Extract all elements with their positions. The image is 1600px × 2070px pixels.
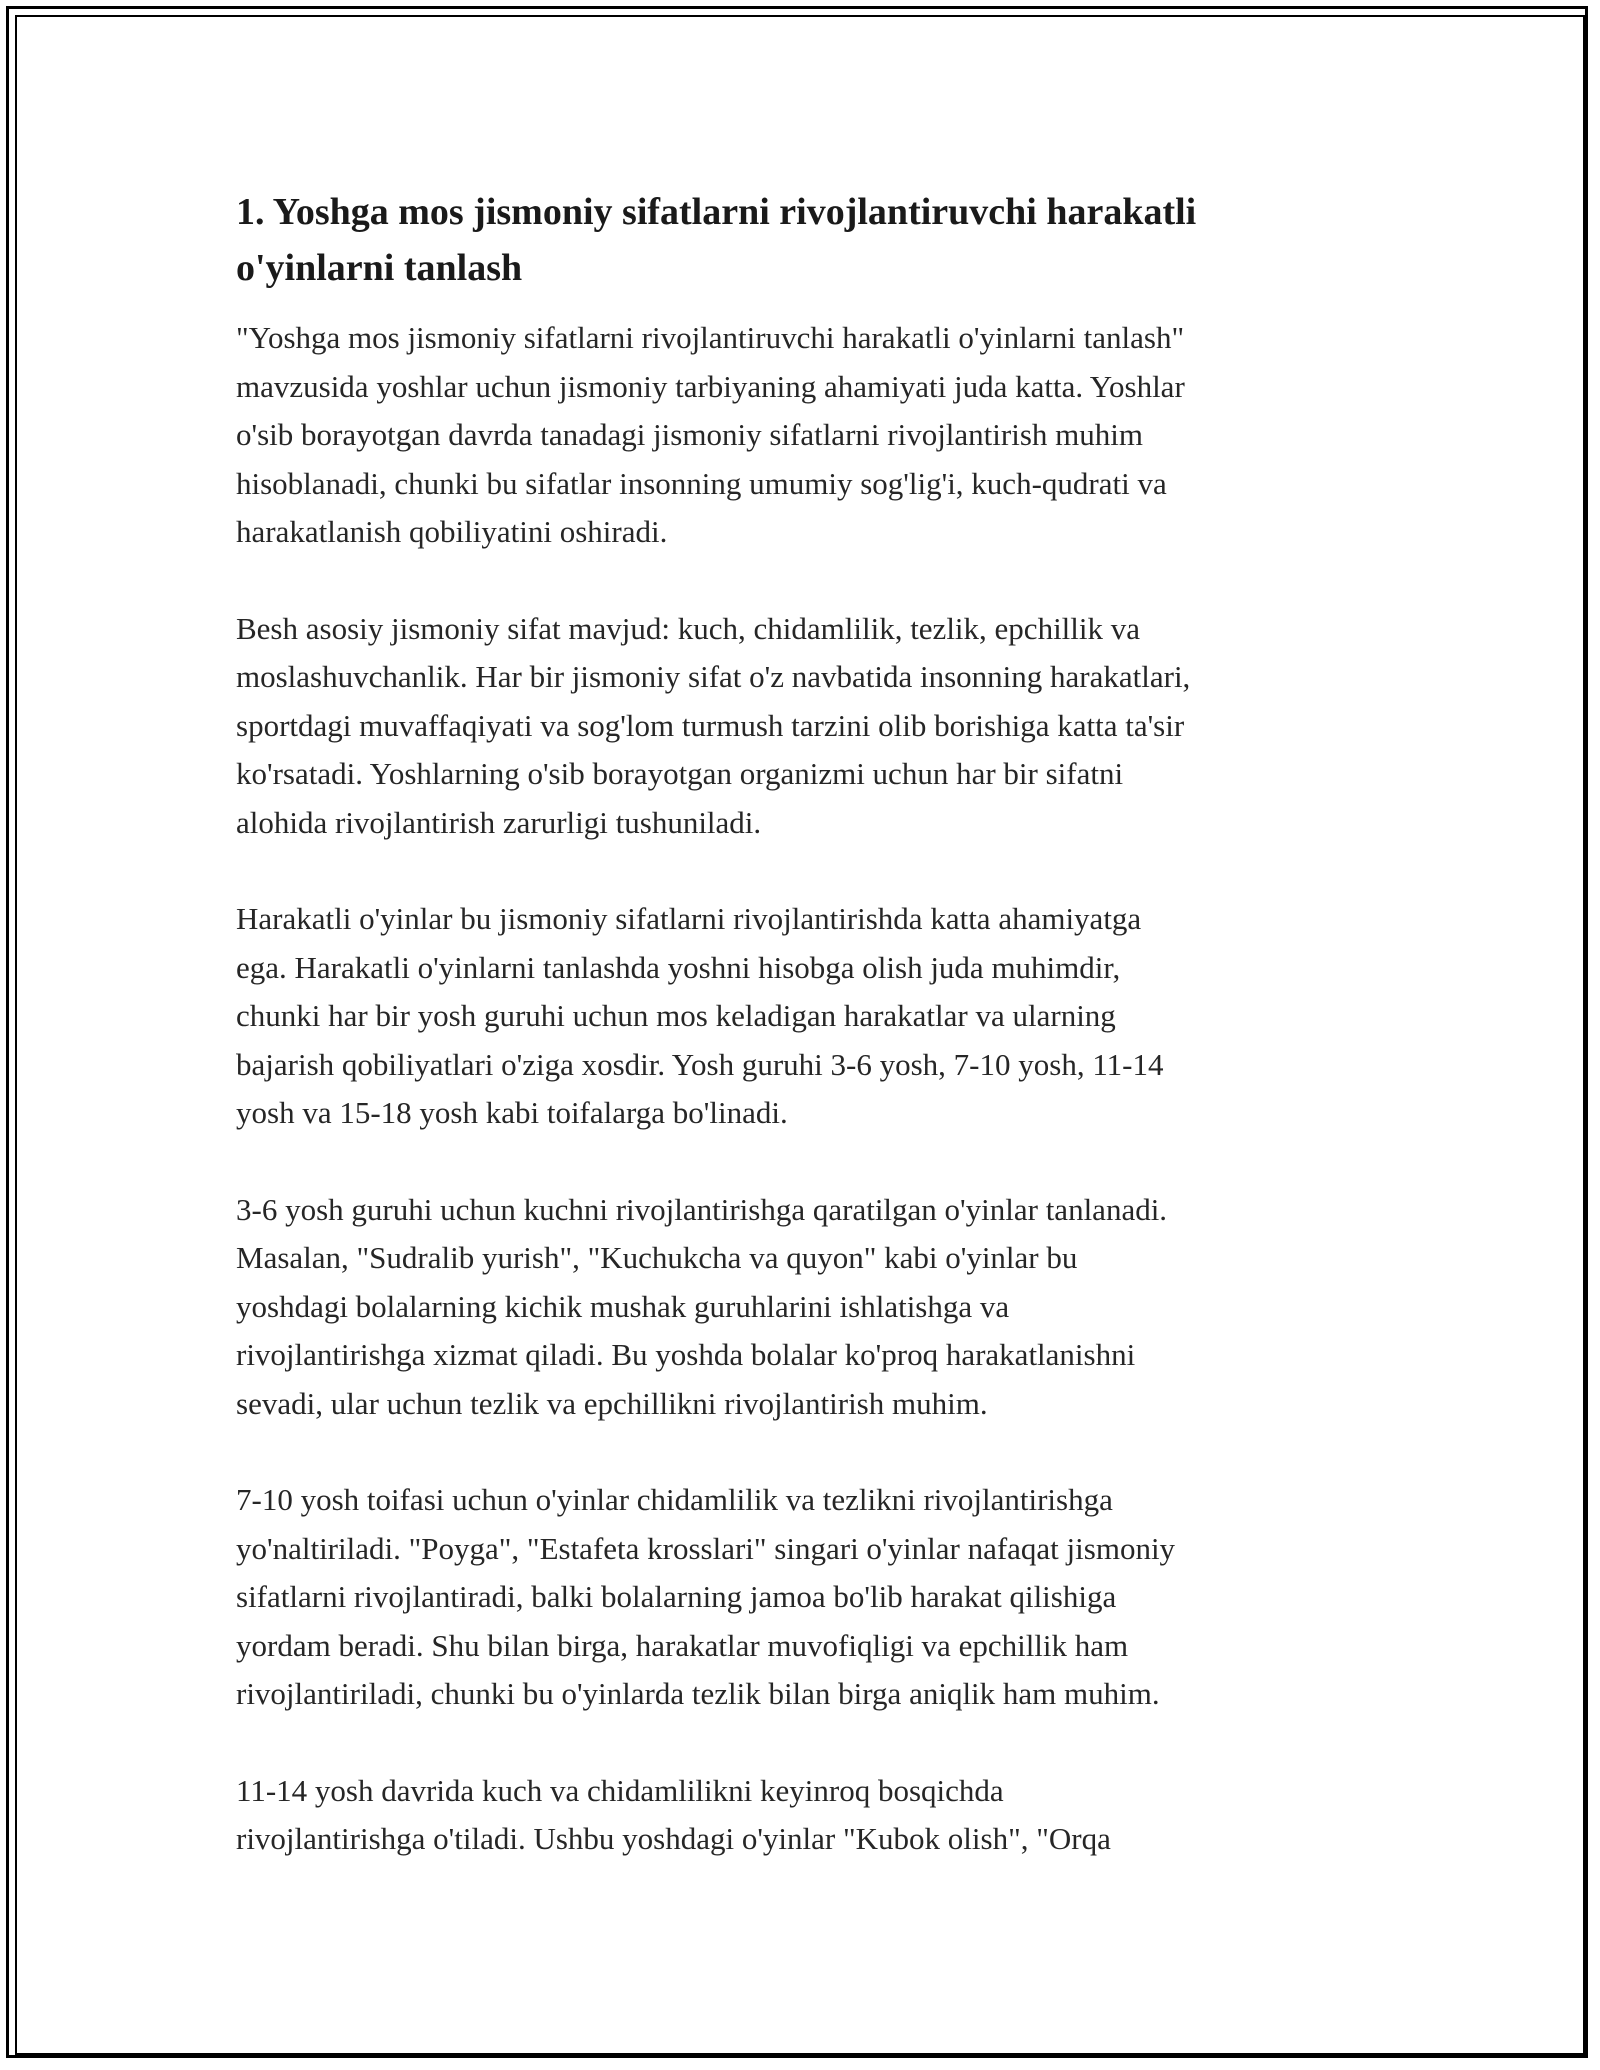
section-heading (236, 184, 1376, 296)
text-line: yoshdagi bolalarning kichik mushak guruhlarini ishlatishga va (236, 1288, 1010, 1324)
heading-line: o'yinlarni tanlash (236, 247, 523, 289)
text-line: chunki har bir yosh guruhi uchun mos keladigan harakatlar va ularning (236, 998, 1116, 1033)
text-line: sifatlarni rivojlantiradi, balki bolalarning jamoa bo'lib harakat qilishiga (236, 1579, 1117, 1614)
text-line: ko'rsatadi. Yoshlarning o'sib borayotgan organizmi uchun har bir sifatni (236, 756, 1124, 791)
text-line: harakatlanish qobiliyatini oshiradi. (236, 514, 668, 549)
text-line: o'sib borayotgan davrda tanadagi jismoniy sifatlarni rivojlantirish muhim (236, 417, 1143, 452)
text-line: 7-10 yosh toifasi uchun o'yinlar chidamlilik va tezlikni rivojlantirishga (236, 1482, 1113, 1517)
heading-line: 1. Yoshga mos jismoniy sifatlarni rivojlantiruvchi harakatli (236, 191, 1197, 233)
paragraph-intro (236, 314, 1376, 557)
text-line: rivojlantirishga xizmat qiladi. Bu yoshda bolalar ko'proq harakatlanishni (236, 1337, 1136, 1372)
text-line: yordam beradi. Shu bilan birga, harakatlar muvofiqligi va epchillik ham (236, 1627, 1129, 1663)
text-line: Harakatli o'yinlar bu jismoniy sifatlarni rivojlantirishda katta ahamiyatga (236, 901, 1142, 936)
text-line: sportdagi muvaffaqiyati va sog'lom turmush tarzini olib borishiga katta ta'sir (236, 707, 1185, 743)
paragraph-five-qualities (236, 605, 1376, 848)
text-line: bajarish qobiliyatlari o'ziga xosdir. Yosh guruhi 3-6 yosh, 7-10 yosh, 11-14 (236, 1046, 1164, 1082)
text-line: alohida rivojlantirish zarurligi tushuniladi. (236, 804, 762, 840)
text-line: Besh asosiy jismoniy sifat mavjud: kuch, chidamlilik, tezlik, epchillik va (236, 610, 1141, 646)
text-line: rivojlantirishga o'tiladi. Ushbu yoshdagi o'yinlar "Kubok olish", "Orqa (236, 1821, 1111, 1856)
paragraph-age-11-14 (236, 1767, 1376, 1864)
paragraph-age-groups (236, 895, 1376, 1138)
text-line: 3-6 yosh guruhi uchun kuchni rivojlantirishga qaratilgan o'yinlar tanlanadi. (236, 1191, 1168, 1227)
text-line: ega. Harakatli o'yinlarni tanlashda yoshni hisobga olish juda muhimdir, (236, 949, 1121, 985)
paragraph-age-3-6 (236, 1186, 1376, 1429)
text-line: 11-14 yosh davrida kuch va chidamlilikni keyinroq bosqichda (236, 1772, 1004, 1808)
text-line: hisoblanadi, chunki bu sifatlar insonning umumiy sog'lig'i, kuch-qudrati va (236, 465, 1167, 501)
text-line: yosh va 15-18 yosh kabi toifalarga bo'linadi. (236, 1095, 788, 1130)
text-line: "Yoshga mos jismoniy sifatlarni rivojlantiruvchi harakatli o'yinlarni tanlash" (236, 320, 1185, 355)
text-line: yo'naltiriladi. "Poyga", "Estafeta krosslari" singari o'yinlar nafaqat jismoniy (236, 1530, 1176, 1566)
document-body (236, 184, 1376, 1864)
text-line: moslashuvchanlik. Har bir jismoniy sifat o'z navbatida insonning harakatlari, (236, 659, 1191, 694)
text-line: Masalan, "Sudralib yurish", "Kuchukcha va quyon" kabi o'yinlar bu (236, 1240, 1078, 1275)
paragraph-age-7-10 (236, 1476, 1376, 1719)
text-line: sevadi, ular uchun tezlik va epchillikni rivojlantirish muhim. (236, 1385, 988, 1421)
text-line: mavzusida yoshlar uchun jismoniy tarbiyaning ahamiyati juda katta. Yoshlar (236, 368, 1185, 404)
text-line: rivojlantiriladi, chunki bu o'yinlarda tezlik bilan birga aniqlik ham muhim. (236, 1676, 1160, 1711)
